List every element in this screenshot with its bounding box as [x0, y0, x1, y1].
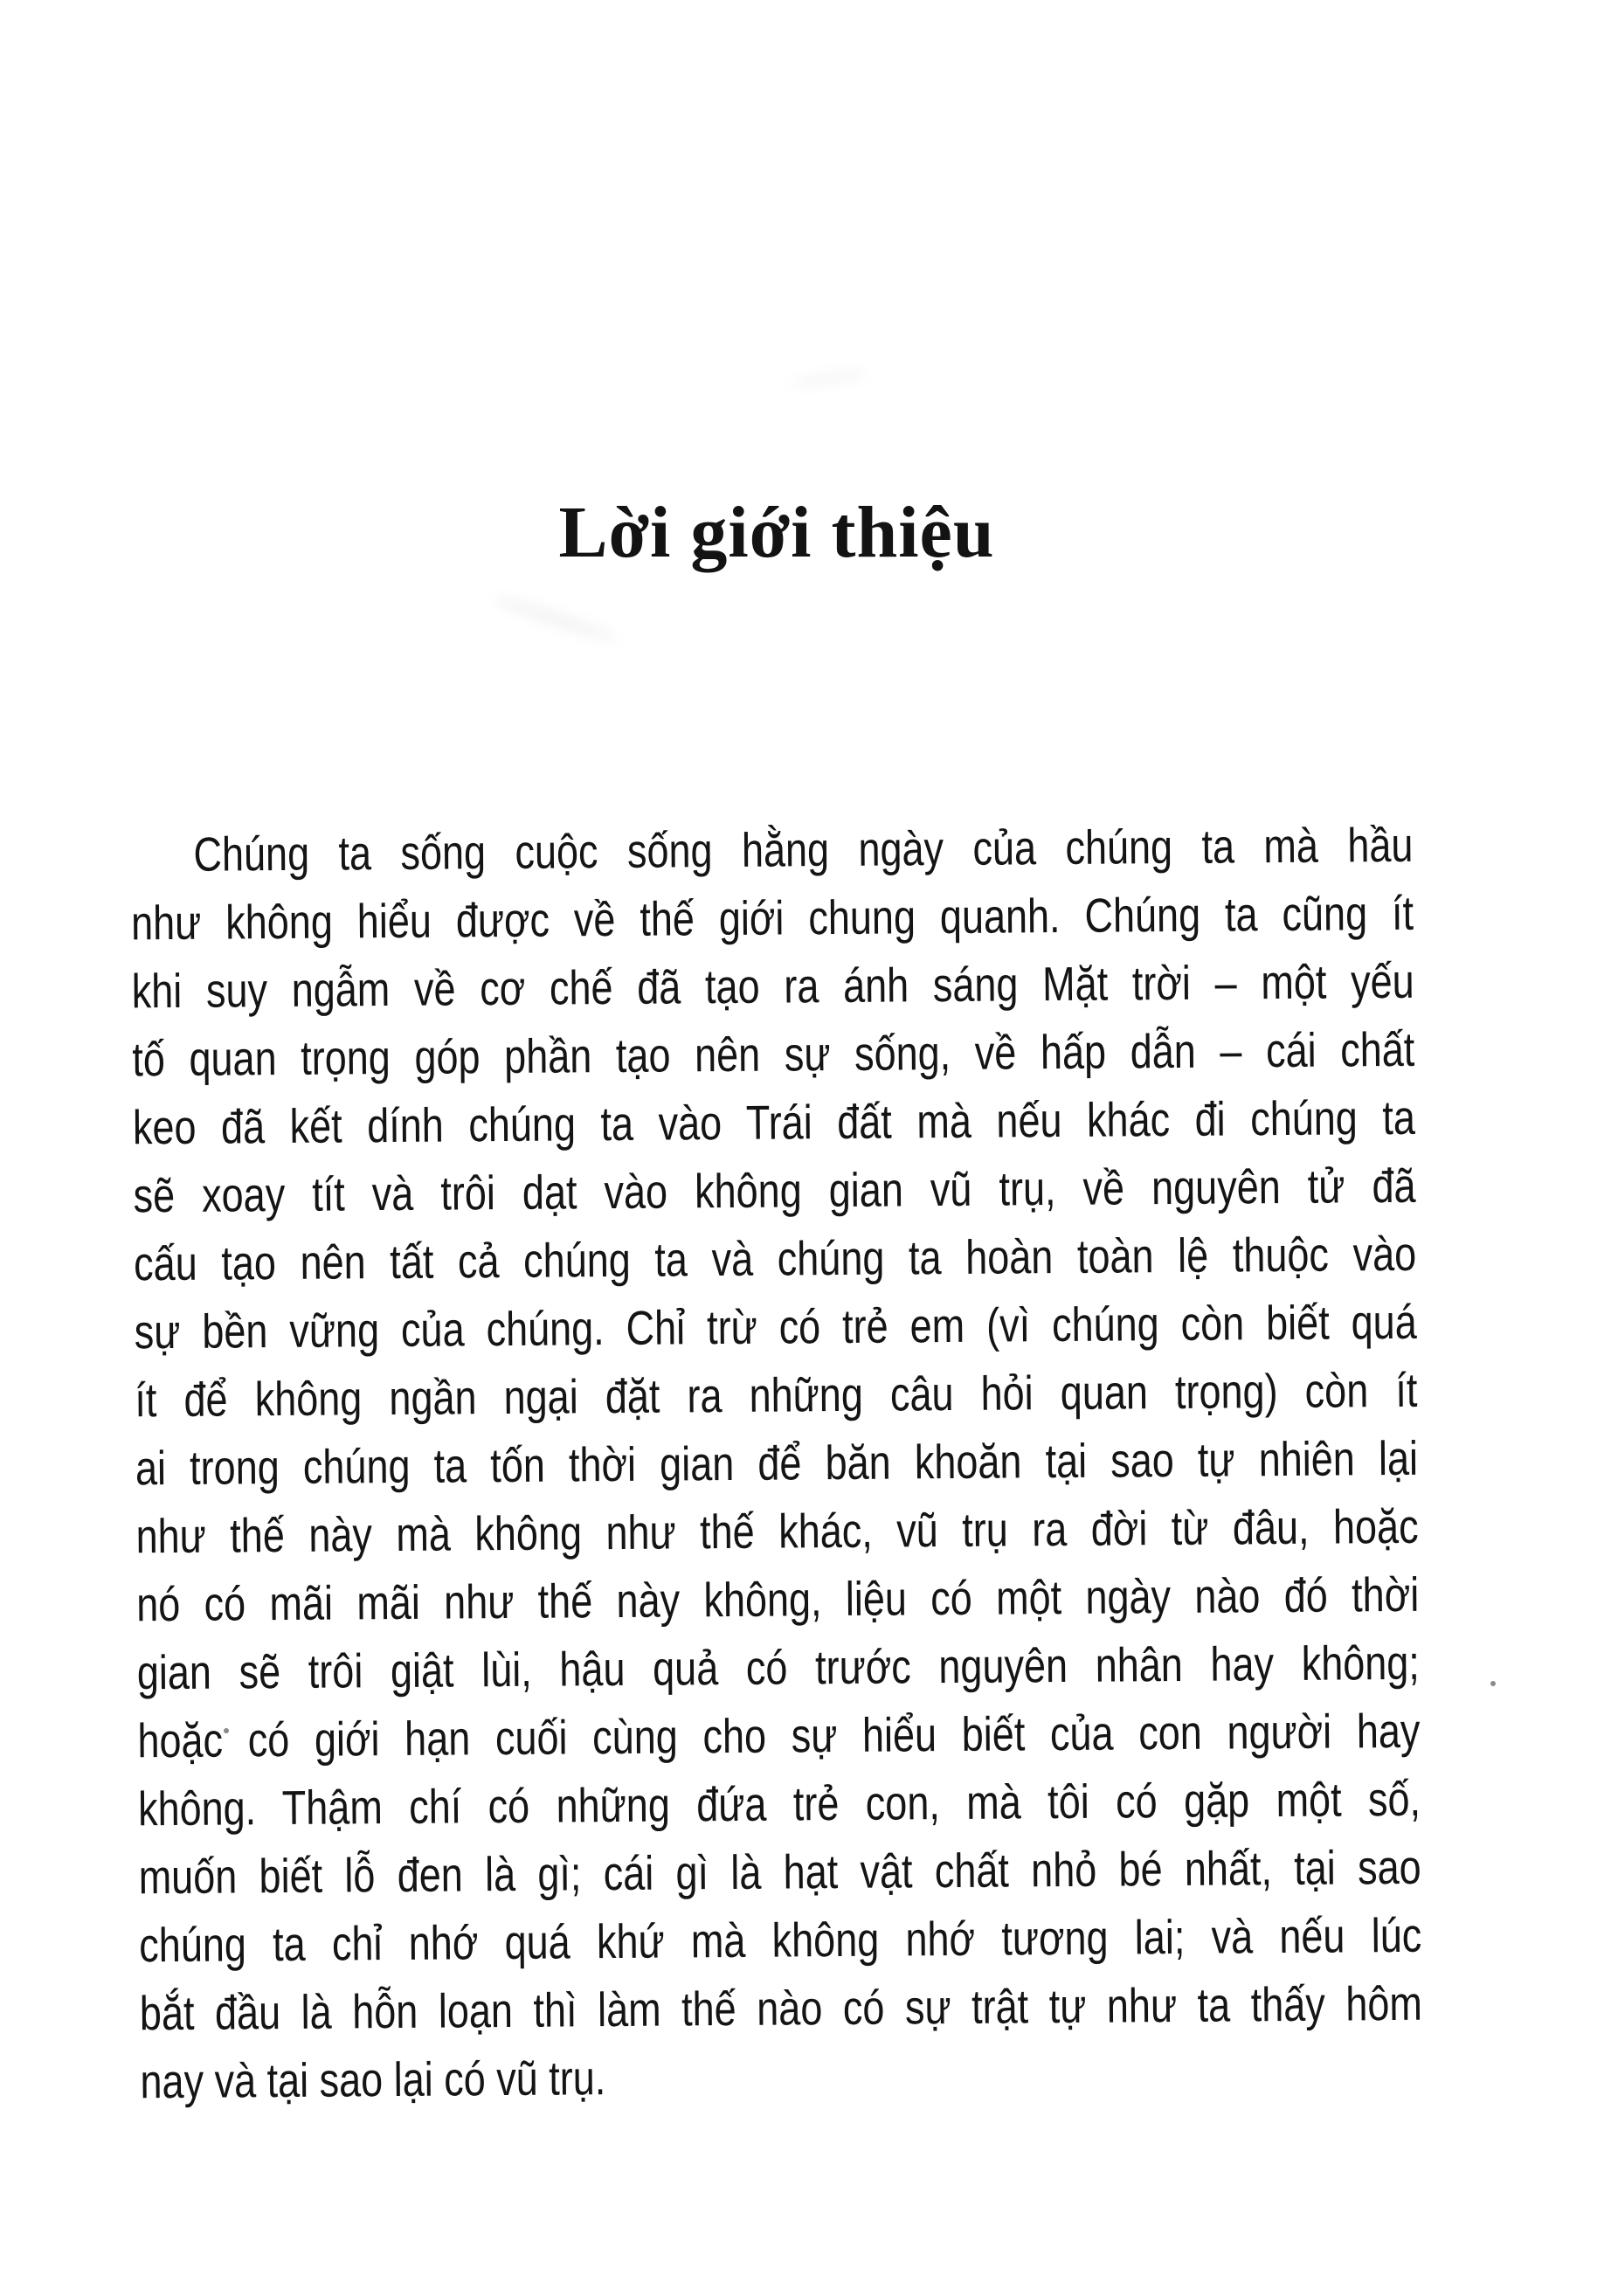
body-paragraph	[130, 811, 1423, 2115]
paragraph-line: chúng ta chỉ nhớ quá khứ mà không nhớ tương lai; và nếu lúc	[139, 1907, 1422, 1973]
paragraph-line: ít để không ngần ngại đặt ra những câu hỏi quan trọng) còn ít	[135, 1362, 1418, 1428]
paragraph-line: ai trong chúng ta tốn thời gian để băn khoăn tại sao tự nhiên lại	[135, 1430, 1419, 1496]
paragraph-line: keo đã kết dính chúng ta vào Trái đất mà nếu khác đi chúng ta	[132, 1089, 1416, 1155]
paragraph-line: tố quan trọng góp phần tạo nên sự sống, về hấp dẫn – cái chất	[132, 1021, 1415, 1087]
paragraph-line: như không hiểu được về thế giới chung quanh. Chúng ta cũng ít	[130, 885, 1414, 951]
paragraph-line: nay và tại sao lại có vũ trụ.	[140, 2050, 606, 2109]
paragraph-line: Chúng ta sống cuộc sống hằng ngày của chúng ta mà hầu	[193, 817, 1414, 882]
paragraph-line: nó có mãi mãi như thế này không, liệu có một ngày nào đó thời	[135, 1566, 1420, 1632]
paragraph-line: hoặc có giới hạn cuối cùng cho sự hiểu biết của con người hay	[137, 1703, 1421, 1768]
paragraph-line: bắt đầu là hỗn loạn thì làm thế nào có sự trật tự như ta thấy hôm	[139, 1975, 1423, 2041]
scan-smudge	[791, 369, 870, 388]
scan-speck	[1490, 1681, 1496, 1686]
paragraph-line: khi suy ngẫm về cơ chế đã tạo ra ánh sáng Mặt trời – một yếu	[131, 953, 1414, 1019]
page-title: Lời giới thiệu	[558, 492, 995, 574]
paragraph-line: không. Thậm chí có những đứa trẻ con, mà tôi có gặp một số,	[137, 1771, 1421, 1836]
paragraph-line: gian sẽ trôi giật lùi, hậu quả có trước nguyên nhân hay không;	[136, 1635, 1421, 1700]
paragraph-line: muốn biết lỗ đen là gì; cái gì là hạt vật chất nhỏ bé nhất, tại sao	[138, 1839, 1421, 1905]
paragraph-line: cấu tạo nên tất cả chúng ta và chúng ta hoàn toàn lệ thuộc vào	[133, 1226, 1417, 1291]
scan-smudge	[490, 591, 619, 646]
paragraph-line: sẽ xoay tít và trôi dạt vào không gian vũ trụ, về nguyên tử đã	[133, 1158, 1416, 1223]
paragraph-line: như thế này mà không như thế khác, vũ trụ ra đời từ đâu, hoặc	[135, 1498, 1419, 1564]
paragraph-line: sự bền vững của chúng. Chỉ trừ có trẻ em (vì chúng còn biết quá	[134, 1294, 1417, 1359]
